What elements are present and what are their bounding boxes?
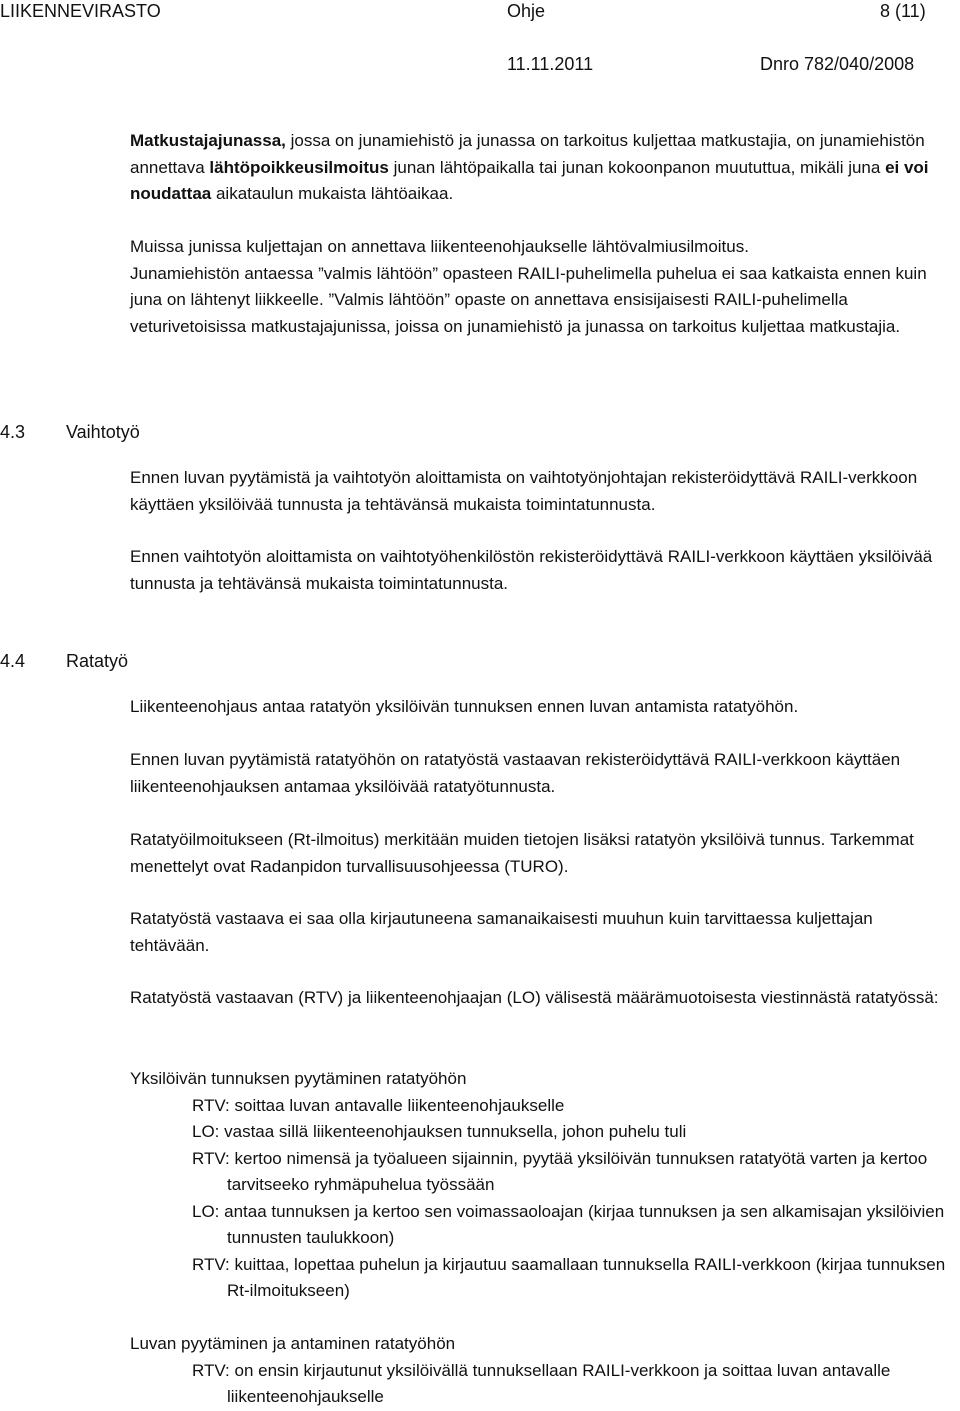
section-title: Vaihtotyö bbox=[66, 422, 140, 442]
header-record-number: Dnro 782/040/2008 bbox=[760, 54, 915, 74]
dialog-2 bbox=[130, 1331, 952, 1411]
section-4-3-paragraph-2 bbox=[130, 544, 952, 597]
dialog-1-title: Yksilöivän tunnuksen pyytäminen ratatyöhön bbox=[130, 1069, 467, 1088]
intro-paragraph-1 bbox=[130, 128, 952, 208]
intro-paragraph-2-line-2: Junamiehistön antaessa ”valmis lähtöön” opasteen RAILI-puhelimella puhelua ei saa katkaista ennen kuin juna on lähtenyt liikkeelle. ”Valmis lähtöön” opaste on annettava ensisijaisesti RAILI-puhelimella veturivetoisissa matkustajajunissa, joissa on junamiehistö ja junassa on tarkoitus kuljettaa matkustajia. bbox=[130, 263, 927, 336]
section-4-4-heading bbox=[0, 650, 128, 672]
header-document-type: Ohje bbox=[507, 1, 546, 21]
section-title: Ratatyö bbox=[66, 651, 129, 671]
bold-text-run: Matkustajajunassa, bbox=[130, 131, 286, 150]
dialog-1 bbox=[130, 1066, 952, 1305]
paragraph-text: Ratatyöstä vastaavan (RTV) ja liikenteenohjaajan (LO) välisestä määrämuotoisesta viestinnästä ratatyössä: bbox=[130, 988, 939, 1007]
dialog-line: RTV: kuittaa, lopettaa puhelun ja kirjautuu saamallaan tunnuksella RAILI-verkkoon (kirjaa tunnuksen Rt-ilmoitukseen) bbox=[192, 1254, 946, 1300]
text-run: jossa on junamiehistö ja junassa on tarkoitus kuljettaa matkustajia, on junamiehistön annettava bbox=[130, 131, 925, 177]
section-number: 4.4 bbox=[0, 651, 26, 671]
dialog-1-lines bbox=[130, 1093, 952, 1305]
section-4-4-paragraph-2 bbox=[130, 747, 952, 800]
text-run: aikataulun mukaista lähtöaikaa. bbox=[211, 184, 454, 203]
paragraph-text: Ratatyöstä vastaava ei saa olla kirjautuneena samanaikaisesti muuhun kuin tarvittaessa kuljettajan tehtävään. bbox=[130, 909, 873, 955]
paragraph-text: Liikenteenohjaus antaa ratatyön yksilöivän tunnuksen ennen luvan antamista ratatyöhön. bbox=[130, 697, 799, 716]
paragraph-text: Ratatyöilmoitukseen (Rt-ilmoitus) merkitään muiden tietojen lisäksi ratatyön yksilöivä tunnus. Tarkemmat menettelyt ovat Radanpidon turvallisuusohjeessa (TURO). bbox=[130, 830, 914, 876]
section-4-4-paragraph-5 bbox=[130, 985, 952, 1012]
dialog-line: LO: vastaa sillä liikenteenohjauksen tunnuksella, johon puhelu tuli bbox=[192, 1122, 687, 1141]
paragraph-text: Ennen luvan pyytämistä ja vaihtotyön aloittamista on vaihtotyönjohtajan rekisteröidyttävä RAILI-verkkoon käyttäen yksilöivää tunnusta ja tehtävänsä mukaista toimintatunnusta. bbox=[130, 468, 918, 514]
header-date: 11.11.2011 bbox=[507, 54, 594, 74]
text-run: junan lähtöpaikalla tai junan kokoonpanon muututtua, mikäli juna bbox=[388, 157, 886, 177]
bold-text-run: lähtöpoikkeusilmoitus bbox=[209, 157, 389, 177]
bold-text-run: ei voi noudattaa bbox=[130, 157, 929, 203]
intro-paragraph-2 bbox=[130, 234, 952, 340]
paragraph-text: Ennen luvan pyytämistä ratatyöhön on ratatyöstä vastaavan rekisteröidyttävä RAILI-verkkoon käyttäen liikenteenohjauksen antamaa yksilöivää ratatyötunnusta. bbox=[130, 750, 901, 796]
dialog-2-title: Luvan pyytäminen ja antaminen ratatyöhön bbox=[130, 1334, 456, 1353]
dialog-line: RTV: soittaa luvan antavalle liikenteenohjaukselle bbox=[192, 1095, 565, 1115]
dialog-line: RTV: on ensin kirjautunut yksilöivällä tunnuksellaan RAILI-verkkoon ja soittaa luvan antavalle liikenteenohjaukselle bbox=[192, 1360, 891, 1406]
header-organization: LIIKENNEVIRASTO bbox=[0, 1, 161, 21]
dialog-line: LO: antaa tunnuksen ja kertoo sen voimassaoloajan (kirjaa tunnuksen ja sen alkamisajan yksilöivien tunnusten taulukkoon) bbox=[192, 1201, 945, 1247]
section-number: 4.3 bbox=[0, 422, 26, 442]
intro-paragraph-2-line-1: Muissa junissa kuljettajan on annettava liikenteenohjaukselle lähtövalmiusilmoitus. bbox=[130, 237, 749, 256]
section-4-3-heading bbox=[0, 421, 140, 443]
section-4-3-paragraph-1 bbox=[130, 465, 952, 518]
section-4-4-paragraph-3 bbox=[130, 827, 952, 880]
dialog-line: RTV: kertoo nimensä ja työalueen sijainnin, pyytää yksilöivän tunnuksen ratatyötä varten ja kertoo tarvitseeko ryhmäpuhelua työssään bbox=[192, 1148, 928, 1194]
section-4-4-paragraph-1 bbox=[130, 694, 952, 721]
dialog-2-lines bbox=[130, 1358, 952, 1411]
paragraph-text: Ennen vaihtotyön aloittamista on vaihtotyöhenkilöstön rekisteröidyttävä RAILI-verkkoon käyttäen yksilöivää tunnusta ja tehtävänsä mukaista toimintatunnusta. bbox=[130, 547, 933, 593]
section-4-4-paragraph-4 bbox=[130, 906, 952, 959]
intro-paragraph-1-text bbox=[130, 128, 952, 208]
header-page-number: 8 (11) bbox=[880, 1, 926, 21]
